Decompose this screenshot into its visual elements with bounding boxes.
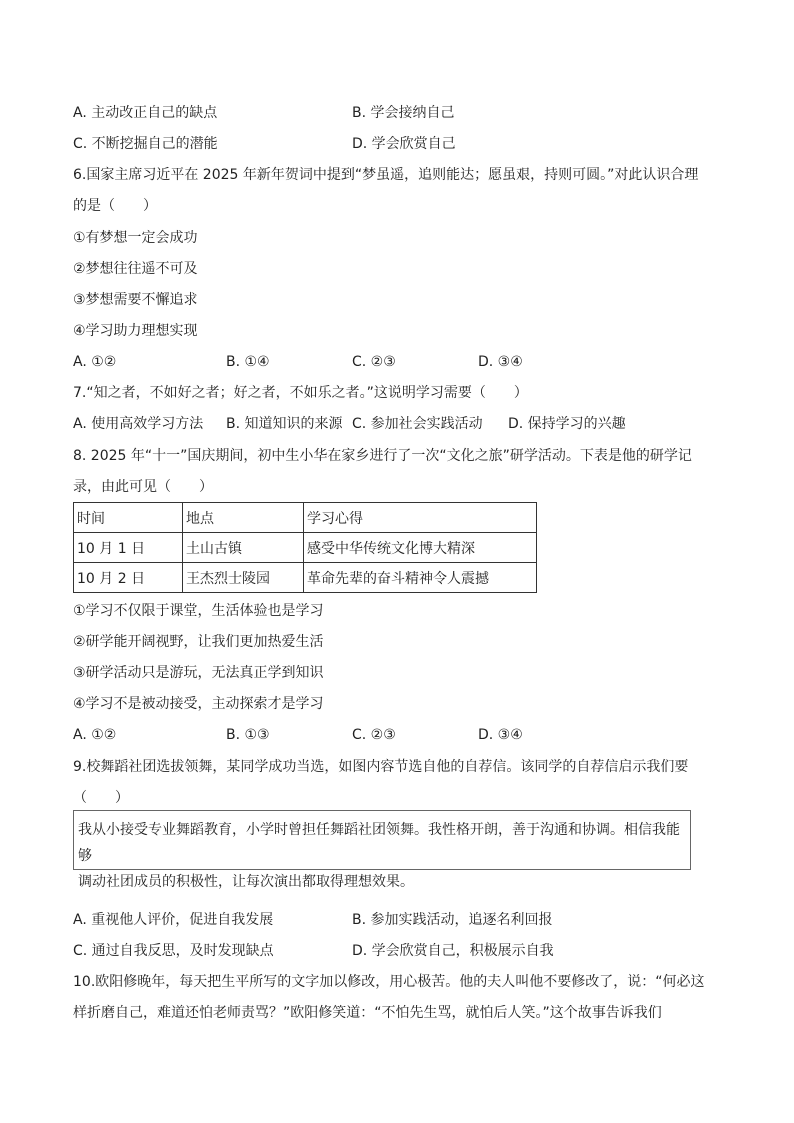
q9-option-d[interactable]: D. 学会欣赏自己，积极展示自我 (352, 943, 554, 959)
q6-option-b[interactable]: B. ①④ (226, 354, 270, 370)
q6-option-a[interactable]: A. ①② (73, 354, 117, 370)
table-cell: 10 月 1 日 (74, 533, 183, 563)
q6-statement-2: ②梦想往往遥不可及 (73, 261, 198, 277)
q9-stem-line2: （ ） (73, 790, 129, 806)
table-cell: 感受中华传统文化博大精深 (304, 533, 537, 563)
q8-statement-1: ①学习不仅限于课堂，生活体验也是学习 (73, 603, 324, 619)
table-cell: 土山古镇 (183, 533, 304, 563)
q5-option-a[interactable]: A. 主动改正自己的缺点 (73, 105, 218, 121)
table-row (74, 533, 537, 563)
q5-option-b[interactable]: B. 学会接纳自己 (352, 105, 455, 121)
q6-statement-3: ③梦想需要不懈追求 (73, 292, 198, 308)
q6-option-c[interactable]: C. ②③ (352, 354, 396, 370)
q7-option-c[interactable]: C. 参加社会实践活动 (352, 416, 483, 432)
q7-option-d[interactable]: D. 保持学习的兴趣 (508, 416, 626, 432)
table-cell: 10 月 2 日 (74, 563, 183, 593)
q8-stem-line1: 8. 2025 年“十一”国庆期间，初中生小华在家乡进行了一次“文化之旅”研学活动。下表是他的研学记 (73, 448, 692, 464)
q8-option-b[interactable]: B. ①③ (226, 727, 270, 743)
q9-letter-excerpt (73, 810, 691, 890)
letter-line2: 调动社团成员的积极性，让每次演出都取得理想效果。 (78, 874, 414, 890)
q8-statement-3: ③研学活动只是游玩，无法真正学到知识 (73, 665, 324, 681)
q10-stem-line2: 样折磨自己，难道还怕老师责骂？”欧阳修笑道：“不怕先生骂，就怕后人笑。”这个故事告诉我们 (73, 1005, 662, 1021)
q6-statement-1: ①有梦想一定会成功 (73, 230, 198, 246)
q8-record-table (73, 502, 537, 593)
table-header-row (74, 503, 537, 533)
table-row (74, 563, 537, 593)
q6-statement-4: ④学习助力理想实现 (73, 323, 198, 339)
table-cell: 王杰烈士陵园 (183, 563, 304, 593)
q7-option-b[interactable]: B. 知道知识的来源 (226, 416, 343, 432)
q10-stem-line1: 10.欧阳修晚年，每天把生平所写的文字加以修改，用心极苦。他的夫人叫他不要修改了，说：“何必这 (73, 974, 705, 990)
q8-statement-2: ②研学能开阔视野，让我们更加热爱生活 (73, 634, 324, 650)
table-header-time: 时间 (74, 503, 183, 533)
table-header-notes: 学习心得 (304, 503, 537, 533)
q8-statement-4: ④学习不是被动接受，主动探索才是学习 (73, 696, 324, 712)
q8-option-d[interactable]: D. ③④ (478, 727, 523, 743)
table-cell: 革命先辈的奋斗精神令人震撼 (304, 563, 537, 593)
letter-line1: 我从小接受专业舞蹈教育，小学时曾担任舞蹈社团领舞。我性格开朗，善于沟通和协调。相信我能够 (78, 822, 680, 864)
q8-stem-line2: 录，由此可见（ ） (73, 479, 213, 495)
q9-stem-line1: 9.校舞蹈社团选拔领舞，某同学成功当选，如图内容节选自他的自荐信。该同学的自荐信启示我们要 (73, 759, 689, 775)
q6-option-d[interactable]: D. ③④ (478, 354, 523, 370)
q8-option-a[interactable]: A. ①② (73, 727, 117, 743)
q9-option-a[interactable]: A. 重视他人评价，促进自我发展 (73, 912, 274, 928)
q8-option-c[interactable]: C. ②③ (352, 727, 396, 743)
q5-option-c[interactable]: C. 不断挖掘自己的潜能 (73, 136, 218, 152)
q6-stem-line2: 的是（ ） (73, 198, 157, 214)
table-header-place: 地点 (183, 503, 304, 533)
q9-option-b[interactable]: B. 参加实践活动，追逐名利回报 (352, 912, 553, 928)
q6-stem-line1: 6.国家主席习近平在 2025 年新年贺词中提到“梦虽遥，追则能达；愿虽艰，持则可圆。”对此认识合理 (73, 167, 699, 183)
q9-option-c[interactable]: C. 通过自我反思，及时发现缺点 (73, 943, 274, 959)
q7-stem: 7.“知之者，不如好之者；好之者，不如乐之者。”这说明学习需要（ ） (73, 385, 528, 401)
q5-option-d[interactable]: D. 学会欣赏自己 (352, 136, 456, 152)
q7-option-a[interactable]: A. 使用高效学习方法 (73, 416, 204, 432)
